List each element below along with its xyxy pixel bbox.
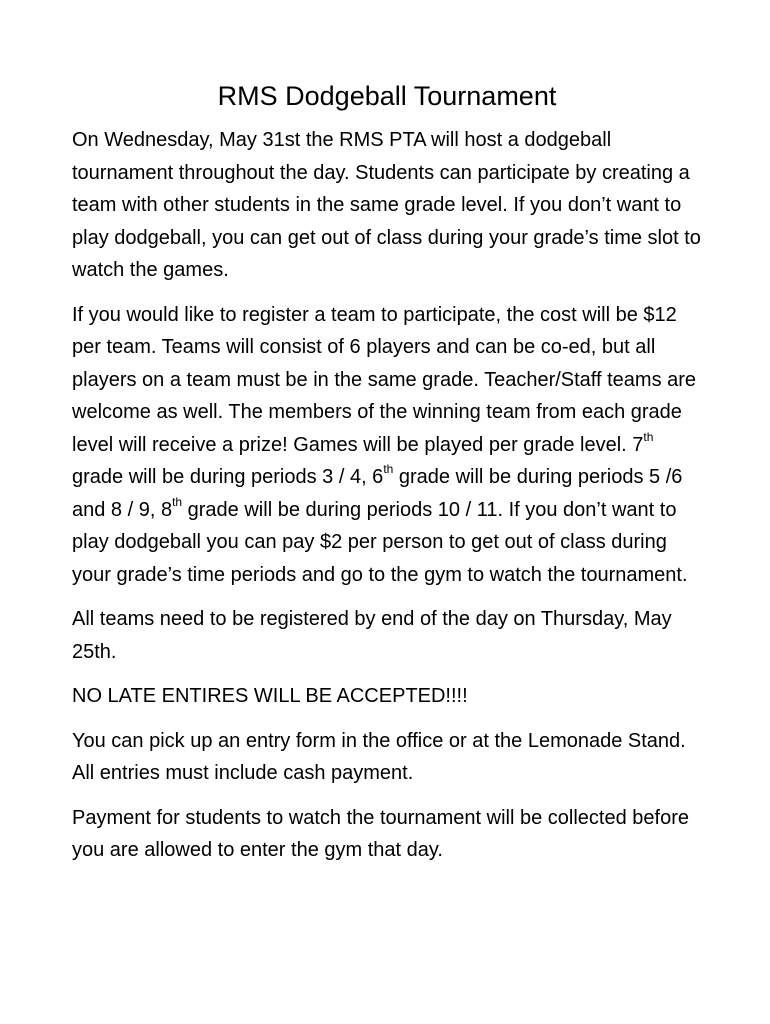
- document-page: [72, 76, 702, 879]
- registration-text-1: If you would like to register a team to participate, the cost will be $12 per team. Teams will consist of 6 players and can be co-ed, but all players on a team must be in the same grade. Teacher/Staff teams are welcome as well. The members of the winning team from each grade level will receive a prize! Games will be played per grade level. 7: [72, 303, 697, 456]
- paragraph-deadline: All teams need to be registered by end of the day on Thursday, May 25th.: [72, 608, 672, 663]
- registration-text-4: grade will be during periods 10 / 11. If you don’t want to play dodgeball you can pay $2 per person to get out of class during your grade’s time periods and go to the gym to watch the tournament.: [72, 498, 688, 586]
- document-title: RMS Dodgeball Tournament: [217, 81, 557, 111]
- paragraph-entry-form: You can pick up an entry form in the office or at the Lemonade Stand. All entries must include cash payment.: [72, 729, 686, 784]
- ordinal-suffix: th: [383, 462, 394, 477]
- paragraph-event-intro: On Wednesday, May 31st the RMS PTA will host a dodgeball tournament throughout the day. Students can participate by creating a team with other students in the same grade level. If you don’t want to play dodgeball, you can get out of class during your grade’s time slot to watch the games.: [72, 129, 701, 281]
- registration-text-2: grade will be during periods 3 / 4, 6: [72, 466, 384, 488]
- paragraph-registration-details: [72, 299, 702, 592]
- registration-text-3: grade will be during periods 5 /6 and 8 / 9, 8: [72, 466, 683, 521]
- ordinal-suffix: th: [172, 494, 183, 509]
- paragraph-payment: Payment for students to watch the tournament will be collected before you are allowed to enter the gym that day.: [72, 806, 690, 861]
- ordinal-suffix: th: [643, 429, 654, 444]
- paragraph-no-late-entries: NO LATE ENTIRES WILL BE ACCEPTED!!!!: [72, 685, 468, 707]
